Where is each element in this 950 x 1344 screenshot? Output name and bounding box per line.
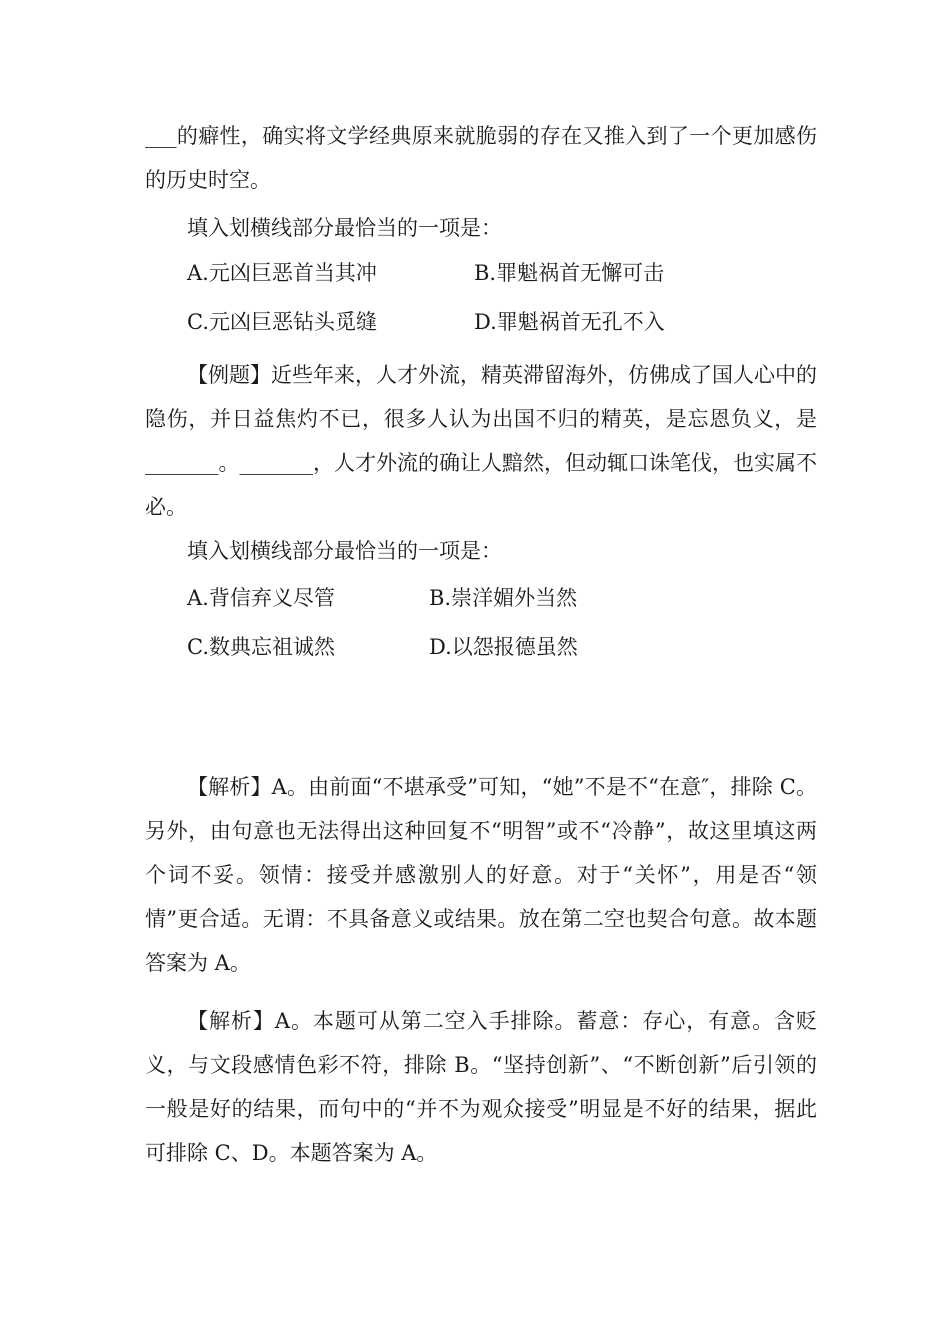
question1-option-d: D.罪魁祸首无孔不入 — [474, 310, 665, 334]
question1-option-b: B.罪魁祸首无懈可击 — [474, 261, 665, 285]
question1-continuation — [145, 114, 817, 202]
question2-option-c: C.数典忘祖诚然 — [187, 635, 335, 659]
question1-option-c: C.元凶巨恶钻头觅缝 — [187, 310, 377, 334]
question1-text: 的癖性，确实将文学经典原来就脆弱的存在又推入到了一个更加感伤的历史时空。 — [145, 124, 817, 192]
fill-blank: ___ — [145, 124, 177, 148]
analysis-2: 【解析】A。本题可从第二空入手排除。蓄意：存心，有意。含贬义，与文段感情色彩不符，排除 B。“坚持创新”、“不断创新”后引领的一般是好的结果，而句中的“并不为观众接受”明显是不好的结果，据此可排除 C、D。本题答案为 A。 — [145, 1009, 817, 1165]
question2-option-d: D.以怨报德虽然 — [429, 635, 578, 659]
question2-option-b: B.崇洋媚外当然 — [429, 586, 578, 610]
question2-option-a: A.背信弃义尽管 — [187, 586, 335, 610]
question2-prompt: 填入划横线部分最恰当的一项是： — [187, 539, 502, 563]
question1-option-a: A.元凶巨恶首当其冲 — [187, 261, 377, 285]
question1-prompt: 填入划横线部分最恰当的一项是： — [187, 216, 502, 240]
analysis-1: 【解析】A。由前面“不堪承受”可知，“她”不是不“在意″，排除 C。另外，由句意也无法得出这种回复不“明智”或不“冷静”，故这里填这两个词不妥。领情：接受并感激别人的好意。对于“关怀”，用是否“领情”更合适。无谓：不具备意义或结果。放在第二空也契合句意。故本题答案为 A。 — [145, 775, 817, 975]
question2-stem: 【例题】近些年来，人才外流，精英滞留海外，仿佛成了国人心中的隐伤，并日益焦灼不已，很多人认为出国不归的精英，是忘恩负义，是_______。_______，人才外流的确让人黯然，但动辄口诛笔伐，也实属不必。 — [145, 363, 817, 519]
